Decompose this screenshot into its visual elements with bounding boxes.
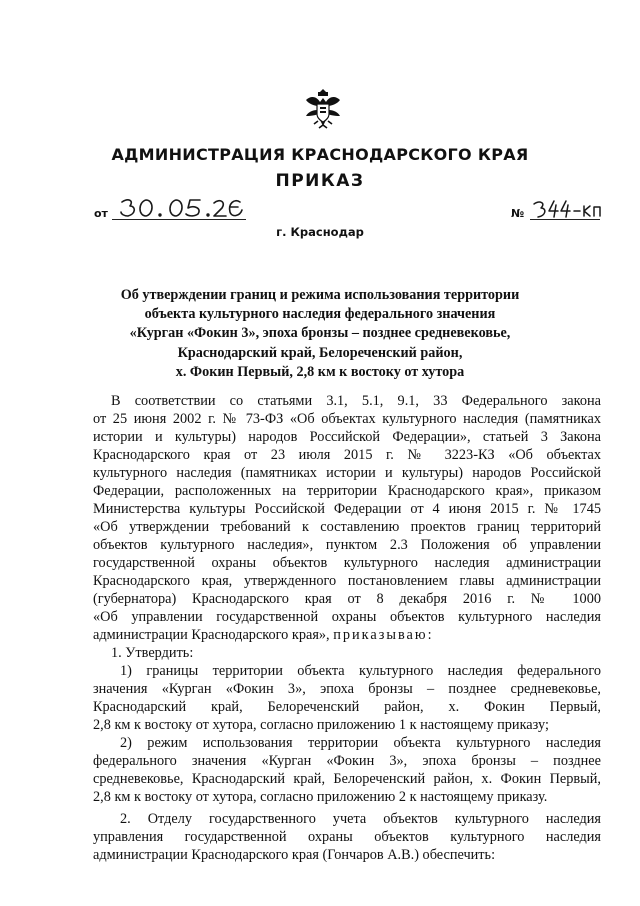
body-line: В соответствии со статьями 3.1, 5.1, 9.1, 33 Федерального закона xyxy=(111,393,601,409)
document-type: ПРИКАЗ xyxy=(275,171,365,191)
body-line: 1) границы территории объекта культурного наследия федерального xyxy=(120,663,601,679)
date-prefix: от xyxy=(94,207,108,220)
number-prefix: № xyxy=(511,207,525,220)
body-line: культурного наследия (памятниках истории и культуры) народов Российской xyxy=(93,465,601,481)
organization-name: АДМИНИСТРАЦИЯ КРАСНОДАРСКОГО КРАЯ xyxy=(111,145,529,164)
body-line: Краснодарского края от 23 июля 2015 г. № 3223-КЗ «Об объектах xyxy=(93,447,601,463)
item-1-heading: 1. Утвердить: xyxy=(111,645,194,661)
title-line: х. Фокин Первый, 2,8 км к востоку от хутора xyxy=(175,363,465,380)
body-line: администрации Краснодарского края (Гончаров А.В.) обеспечить: xyxy=(93,847,496,863)
city: г. Краснодар xyxy=(276,225,364,239)
body-line: средневековье, Краснодарский край, Белореченский район, х. Фокин Первый, xyxy=(93,771,601,787)
title-line: «Курган «Фокин 3», эпоха бронзы – позднее средневековье, xyxy=(129,325,511,342)
order-word: приказываю: xyxy=(333,627,434,643)
body-line: «Об управлении государственной охраны объектов культурного наследия xyxy=(93,609,601,625)
body-line: федерального значения «Курган «Фокин 3», эпоха бронзы – позднее xyxy=(93,753,601,769)
body-line: 2. Отделу государственного учета объектов культурного наследия xyxy=(120,811,601,827)
body-line: «Об утверждении требований к составлению проектов границ территорий xyxy=(93,519,601,535)
body-line-last xyxy=(93,626,601,644)
body-line: Федерации, расположенных на территории Краснодарского края», приказом xyxy=(93,483,601,499)
body-line: 2) режим использования территории объекта культурного наследия xyxy=(120,735,601,751)
body-line: истории и культуры) народов Российской Федерации», статьей 3 Закона xyxy=(93,429,601,445)
handwritten-date xyxy=(116,194,248,222)
body-line: управления государственной охраны объектов культурного наследия xyxy=(93,829,601,845)
title-line: Краснодарский край, Белореченский район, xyxy=(177,344,463,361)
body-line: от 25 июня 2002 г. № 73-ФЗ «Об объектах культурного наследия (памятниках xyxy=(93,411,601,427)
body-line: Краснодарского края, утвержденного постановлением главы администрации xyxy=(93,573,601,589)
coat-of-arms-icon xyxy=(302,86,344,132)
title-line: Об утверждении границ и режима использования территории xyxy=(120,287,520,303)
body-line: Министерства культуры Российской Федерации от 4 июня 2015 г. № 1745 xyxy=(93,501,601,517)
document-title xyxy=(0,286,640,382)
title-line: объекта культурного наследия федерального значения xyxy=(144,306,496,323)
body-line: 2,8 км к востоку от хутора, согласно приложению 1 к настоящему приказу; xyxy=(93,717,549,733)
body-line: объектов культурного наследия», пунктом 2.3 Положения об управлении xyxy=(93,537,601,553)
body-line: значения «Курган «Фокин 3», эпоха бронзы – позднее средневековье, xyxy=(93,681,601,697)
body-line: государственной охраны объектов культурного наследия администрации xyxy=(93,555,601,571)
body-line: (губернатора) Краснодарского края от 8 декабря 2016 г. № 1000 xyxy=(93,591,601,607)
preamble-end: администрации Краснодарского края», xyxy=(93,627,330,643)
body-line: 2,8 км к востоку от хутора, согласно приложению 2 к настоящему приказу. xyxy=(93,789,548,805)
body-line: Краснодарский край, Белореченский район, х. Фокин Первый, xyxy=(93,699,601,715)
handwritten-number xyxy=(532,198,602,222)
